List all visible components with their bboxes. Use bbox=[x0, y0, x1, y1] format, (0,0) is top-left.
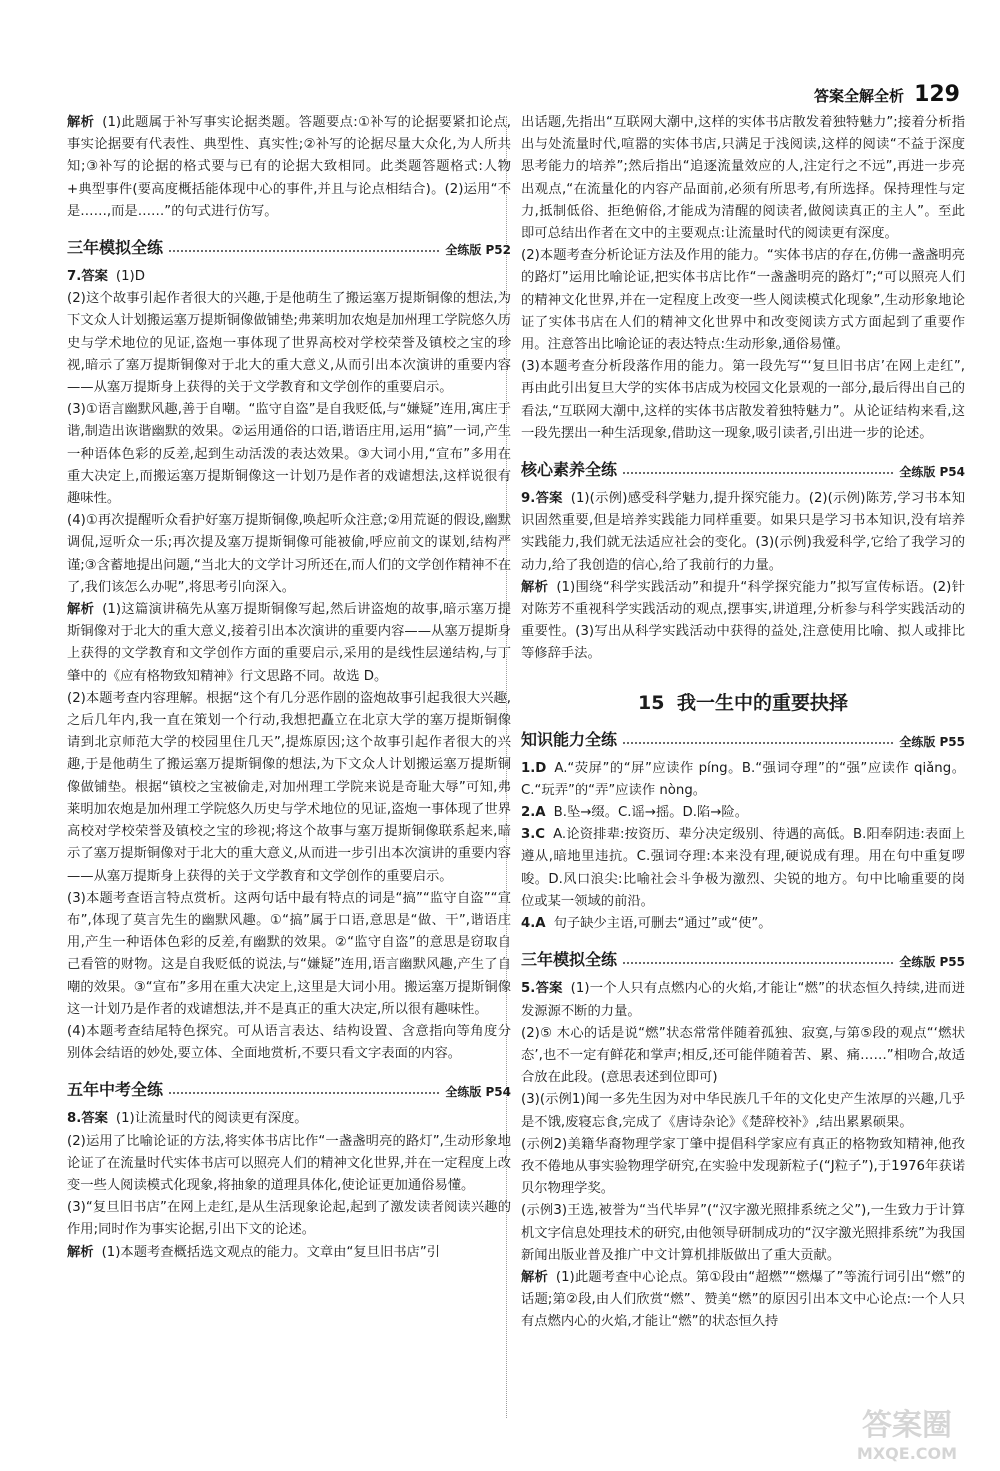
section-page-ref: 全练版 P52 bbox=[445, 243, 511, 258]
header-title: 答案全解全析 bbox=[814, 87, 905, 105]
section-header-three-year-2 bbox=[521, 947, 965, 970]
analysis-label: 解析 bbox=[67, 602, 95, 618]
section-title: 五年中考全练 bbox=[67, 1080, 164, 1100]
q5-answer-2: (2)⑤ 木心的话是说“燃”状态常常伴随着孤独、寂寞,与第⑤段的观点“‘燃状态’,也不一定有鲜花和掌声;相反,还可能伴随着苦、累、痛……”相吻合,故适合放在此段。(意思表述到位即可) bbox=[521, 1025, 965, 1086]
dotted-leader bbox=[623, 472, 893, 474]
q7-analysis-3: (3)本题考查语言特点赏析。这两句话中最有特点的词是“搞”“监守自盗”“宣布”,体现了莫言先生的幽默风趣。①“搞”属于口语,意思是“做、干”,谐语庄用,产生一种语体色彩的反差,有幽默的效果。②“监守自盗”的意思是窃取自己看管的财物。这是自我贬低的说法,与“嫌疑”连用,语言幽默风趣,产生了自嘲的效果。③“宣布”多用在重大决定上,这里是大词小用。搬运塞万提斯铜像这一计划乃是作者的戏谑想法,并不是真正的重大决定,所以很有趣味性。 bbox=[67, 890, 511, 1017]
dotted-leader bbox=[169, 1092, 439, 1094]
k4-item: 4.A 句子缺少主语,可删去“通过”或“使”。 bbox=[521, 916, 772, 932]
k2-item: 2.A B.坠→缀。C.谣→摇。D.陷→险。 bbox=[521, 805, 749, 821]
q7-analysis-2: (2)本题考查内容理解。根据“这个有几分恶作剧的盗炮故事引起我很大兴趣,之后几年内,我一直在策划一个行动,我想把矗立在北京大学的塞万提斯铜像请到北京师范大学的校园里住几天”,提炼原因;这个故事引起作者很大的兴趣,于是他萌生了搬运塞万提斯铜像的想法,为下文众人计划搬运塞万提斯铜像做铺垫。根据“镇校之宝被偷走,对加州理工学院来说是奇耻大辱”可知,弗莱明加农炮是加州理工学院悠久历史与学术地位的见证,盗炮一事体现了世界高校对学校荣誉及镇校之宝的珍视;将这个故事与塞万提斯铜像联系起来,暗示了塞万提斯铜像对于北大的重大意义,从而进一步引出本次演讲的重要内容——从塞万提斯身上获得的关于文学教育和文学创作的重要启示。 bbox=[67, 690, 511, 884]
dotted-leader bbox=[169, 250, 439, 252]
q5-answer-5: (示例3)王选,被誉为“当代毕昇”(“汉字激光照排系统之父”),一生致力于计算机文字信息处理技术的研究,由他领导研制成功的“汉字激光照排系统”为我国新闻出版业普及推广中文计算机排版做出了重大贡献。 bbox=[521, 1203, 965, 1263]
q8-analysis-2: (2)本题考查分析论证方法及作用的能力。“实体书店的存在,仿佛一盏盏明亮的路灯”运用比喻论证,把实体书店比作“一盏盏明亮的路灯”;“可以照亮人们的精神文化世界,并在一定程度上改变一些人阅读模式化现象”,生动形象地论证了实体书店在人们的精神文化世界中和改变阅读方式方面起到了重要作用。注意答出比喻论证的表达特点:生动形象,通俗易懂。 bbox=[521, 248, 965, 353]
analysis-label: 解析 bbox=[67, 115, 95, 130]
section-page-ref: 全练版 P54 bbox=[899, 465, 965, 480]
page-header bbox=[814, 72, 960, 106]
page-number: 129 bbox=[914, 82, 960, 107]
section-page-ref: 全练版 P55 bbox=[899, 734, 965, 749]
dotted-leader bbox=[623, 742, 893, 744]
q8-analysis-3: (3)本题考查分析段落作用的能力。第一段先写“‘复旦旧书店’在网上走红”,再由此引出复旦大学的实体书店成为校园文化景观的一部分,最后得出自己的看法,“互联网大潮中,这样的实体书店散发着独特魅力”。从论证结构来看,这一段先摆出一种生活现象,借助这一现象,吸引读者,引出进一步的论述。 bbox=[521, 359, 965, 441]
analysis-paragraph: 解析 (1)此题属于补写事实论据类题。答题要点:①补写的论据要紧扣论点,事实论据要有代表性、典型性、真实性;②补写的论据尽量大众化,为人所共知;③补写的论据的格式要与已有的论据大致相同。此类题答题格式:人物+典型事件(要高度概括能体现中心的事件,并且与论点相结合)。(2)运用“不是……,而是……”的句式进行仿写。 bbox=[67, 115, 511, 219]
analysis-label: 解析 bbox=[521, 579, 549, 595]
lesson-title: 15 我一生中的重要抉择 bbox=[637, 691, 849, 714]
q8-answer-2: (2)运用了比喻论证的方法,将实体书店比作“一盏盏明亮的路灯”,生动形象地论证了在流量时代实体书店可以照亮人们的精神文化世界,并在一定程度上改变一些人阅读模式化现象,将抽象的道理具体化,使论证更加通俗易懂。 bbox=[67, 1133, 511, 1193]
q7-answer-3: (3)①语言幽默风趣,善于自嘲。“监守自盗”是自我贬低,与“嫌疑”连用,寓庄于谐,制造出诙谐幽默的效果。②运用通俗的口语,谐语庄用,运用“搞”一词,产生一种语体色彩的反差,起到生动活泼的表达效果。③大词小用,“宣布”多用在重大决定上,而搬运塞万提斯铜像这一计划乃是作者的戏谑想法,这样说很有趣味性。 bbox=[67, 402, 511, 507]
section-header-three-year bbox=[67, 235, 511, 258]
section-header-five-year bbox=[67, 1077, 511, 1100]
watermark-logo bbox=[832, 1401, 982, 1465]
q7-answer-4: (4)①再次提醒听众看护好塞万提斯铜像,唤起听众注意;②用荒诞的假设,幽默调侃,逗听众一乐;再次提及塞万提斯铜像可能被偷,呼应前文的谋划,结构严谨;③含蓄地提出问题,“当北大的文学计习所还在,而人们的文学创作精神不在了,我们该怎么办呢”,将思考引向深入。 bbox=[67, 513, 511, 595]
section-header-knowledge bbox=[521, 727, 965, 750]
q5-answer-3: (3)(示例1)闻一多先生因为对中华民族几千年的文化史产生浓厚的兴趣,几乎是不饿,废寝忘食,完成了《唐诗杂论》《楚辞校补》,结出累累硕果。 bbox=[521, 1092, 965, 1130]
section-title: 核心素养全练 bbox=[521, 460, 618, 480]
k1-item: 1.D A.“荧屏”的“屏”应读作 píng。B.“强词夺理”的“强”应读作 qiǎng。C.“玩弄”的“弄”应读作 nòng。 bbox=[521, 760, 965, 798]
q8-answer: 8.答案 (1)让流量时代的阅读更有深度。 bbox=[67, 1111, 308, 1127]
q9-answer: 9.答案 (1)(示例)感受科学魅力,提升探究能力。(2)(示例)陈芳,学习书本知识固然重要,但是培养实践能力同样重要。如果只是学习书本知识,没有培养实践能力,我们就无法适应社会的变化。(3)(示例)我爱科学,它给了我学习的动力,给了我创造的信心,给了我前行的力量。 bbox=[521, 491, 966, 573]
section-page-ref: 全练版 P55 bbox=[899, 955, 965, 970]
q8-analysis-continued: 出话题,先指出“互联网大潮中,这样的实体书店散发着独特魅力”;接着分析指出与处流量时代,喧嚣的实体书店,只满足于浅阅读,这样的阅读“不益于深度思考能力的培养”;然后指出“追逐流量效应的人,注定行之不远”,再进一步亮出观点,“在流量化的内容产品面前,必须有所思考,有所选择。保持理性与定力,抵制低俗、拒绝俯俗,才能成为清醒的阅读者,做阅读真正的主人”。至此即可总结出作者在文中的主要观点:让流量时代的阅读更有深度。 bbox=[521, 115, 965, 242]
q7-answer-2: (2)这个故事引起作者很大的兴趣,于是他萌生了搬运塞万提斯铜像的想法,为下文众人计划搬运塞万提斯铜像做铺垫;弗莱明加农炮是加州理工学院悠久历史与学术地位的见证,盗炮一事体现了世界高校对学校荣誉及镇校之宝的珍视,暗示了塞万提斯铜像对于北大的重大意义,从而引出本次演讲的重要内容——从塞万提斯身上获得的关于文学教育和文学创作的重要启示。 bbox=[67, 291, 511, 396]
q7-answer: 7.答案 (1)D bbox=[67, 269, 145, 285]
section-title: 三年模拟全练 bbox=[521, 950, 618, 970]
analysis-label: 解析 bbox=[521, 1269, 548, 1285]
q7-analysis-1: 解析 (1)这篇演讲稿先从塞万提斯铜像写起,然后讲盗炮的故事,暗示塞万提斯铜像对于北大的重大意义,接着引出本次演讲的重要内容——从塞万提斯身上获得的文学教育和文学创作方面的重要启示,采用的是线性层递结构,与丁肇中的《应有格物致知精神》行文思路不同。故选 D。 bbox=[67, 602, 512, 684]
section-header-core bbox=[521, 457, 965, 480]
q9-analysis: 解析 (1)围绕“科学实践活动”和提升“科学探究能力”拟写宣传标语。(2)针对陈芳不重视科学实践活动的观点,摆事实,讲道理,分析参与科学实践活动的重要性。(3)写出从科学实践活动中获得的益处,注意使用比喻、拟人或排比等修辞手法。 bbox=[521, 579, 965, 662]
q5-analysis: 解析 (1)此题考查中心论点。第①段由“超燃”“燃爆了”等流行词引出“燃”的话题;第②段,由人们欣赏“燃”、赞美“燃”的原因引出本文中心论点:一个人只有点燃内心的火焰,才能让“燃”的状态恒久持 bbox=[521, 1269, 965, 1330]
left-column bbox=[67, 112, 511, 1264]
section-title: 三年模拟全练 bbox=[67, 238, 164, 258]
q7-analysis-4: (4)本题考查结尾特色探究。可从语言表达、结构设置、含意指向等角度分别体会结语的妙处,要立体、全面地赏析,不要只看文字表面的内容。 bbox=[67, 1023, 511, 1062]
q8-analysis-1: 解析 (1)本题考查概括选文观点的能力。文章由“复旦旧书店”引 bbox=[67, 1244, 441, 1260]
q5-answer-4: (示例2)美籍华裔物理学家丁肇中提倡科学家应有真正的格物致知精神,他孜孜不倦地从事实验物理学研究,在实验中发现新粒子(“J粒子”),于1976年获诺贝尔物理学奖。 bbox=[521, 1136, 965, 1197]
section-title: 知识能力全练 bbox=[521, 729, 618, 749]
q5-answer: 5.答案 (1)一个人只有点燃内心的火焰,才能让“燃”的状态恒久持续,进而迸发源源不断的力量。 bbox=[521, 981, 965, 1019]
right-column bbox=[521, 112, 965, 1334]
watermark-text-bottom: MXQE.COM bbox=[856, 1444, 958, 1463]
q8-answer-3: (3)“复旦旧书店”在网上走红,是从生活现象论起,起到了激发读者阅读兴趣的作用;同时作为事实论据,引出下文的论述。 bbox=[67, 1200, 511, 1238]
k3-item: 3.C A.论资排辈:按资历、辈分决定级别、待遇的高低。B.阳奉阴违:表面上遵从,暗地里违抗。C.强词夺理:本来没有理,硬说成有理。用在句中重复啰唆。D.风口浪尖:比喻社会斗争极为激烈、尖锐的地方。句中比喻重要的岗位或某一领域的前沿。 bbox=[521, 827, 965, 909]
dotted-leader bbox=[623, 962, 893, 964]
watermark-text-top: 答案圈 bbox=[862, 1408, 952, 1443]
analysis-label: 解析 bbox=[67, 1244, 94, 1260]
section-page-ref: 全练版 P54 bbox=[445, 1085, 511, 1100]
